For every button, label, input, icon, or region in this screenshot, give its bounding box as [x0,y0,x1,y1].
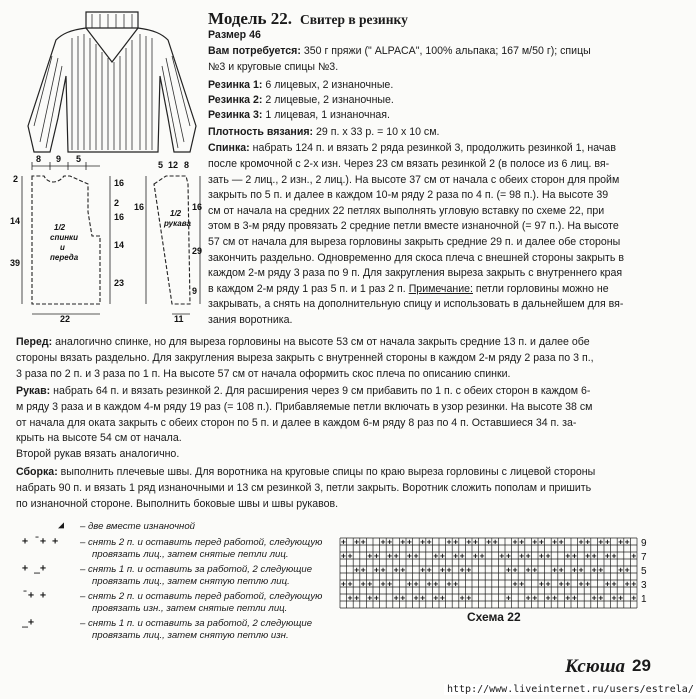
chart-stitch: + [466,537,472,547]
chart-stitch: + [407,579,412,589]
chart-stitch: + [605,579,610,589]
chart-stitch: + [539,579,544,589]
body-label-3: и [60,243,65,252]
chart-stitch: + [565,593,571,603]
assembly-body [16,481,591,512]
chart-stitch: + [605,551,610,561]
density-label: Плотность вязания: [208,126,314,138]
legend-symbol-1: ◢ [58,520,65,531]
schematic-right-2: 2 [114,198,120,208]
chart-stitch: + [512,579,518,589]
chart-stitch: + [459,593,465,603]
chart-stitch: + [486,537,492,547]
chart-stitch: + [347,551,353,561]
chart-stitch: + [360,579,366,589]
chart-stitch: + [360,537,366,547]
sleeve-label: Рукав: [16,385,51,397]
front-line: стороны вязать раздельно. Для закругления выреза закрыть с внутренней стороны в каждом 2-м ряду 2 раза по 3 п., [16,352,594,364]
stitch-chart [338,536,658,610]
rib-1 [208,78,393,94]
rib-2 [208,93,394,109]
chart-stitch: + [611,593,617,603]
assembly-line: по изнаночной стороне. Выполнить боковые швы и швы рукавов. [16,497,339,510]
sleeve-label-1: 1/2 [170,209,182,218]
rib-2-text: 2 лицевые, 2 изнаночные. [265,94,394,106]
front-label: Перед: [16,336,53,348]
chart-stitch: + [525,565,531,575]
chart-stitch: + [578,565,584,575]
chart-stitch: + [420,593,426,603]
chart-stitch: + [440,551,445,561]
chart-stitch: + [367,579,373,589]
chart-stitch: + [360,565,366,575]
assembly-label: Сборка: [16,466,58,478]
chart-stitch: + [506,565,511,575]
back-line: закончить раздельно. Одновременно для скоса плеча с внешней стороны закрыть в [208,251,624,264]
sweater-illustration [22,6,202,156]
chart-stitch: + [400,537,406,547]
chart-stitch: + [367,593,373,603]
chart-stitch: + [446,565,452,575]
chart-stitch: + [413,593,419,603]
chart-stitch: + [393,565,399,575]
front-line: 3 раза по 2 п. и 3 раза по 1 п. На высоте 57 см от начала оформить скос плеча по описанию спинки. [16,367,511,380]
chart-stitch: + [446,579,452,589]
schematic-bottom: 22 [60,314,71,322]
front-first-line [16,335,590,351]
sleeve-first: набрать 64 п. и вязать резинкой 2. Для расширения через 9 см прибавить по 1 п. с обеих сторон в каждом 6- [53,385,591,397]
chart-stitch: + [519,551,525,561]
chart-stitch: + [545,551,551,561]
legend-text-1: – две вместе изнаночной [80,521,196,532]
chart-stitch: + [440,593,445,603]
chart-stitch: + [506,593,511,603]
chart-stitch: + [354,565,360,575]
chart-stitch: + [426,537,432,547]
chart-stitch: + [572,593,577,603]
chart-stitch: + [519,579,525,589]
chart-stitch: + [532,593,538,603]
chart-stitch: + [578,537,584,547]
chart-stitch: + [624,579,630,589]
chart-stitch: + [466,593,472,603]
chart-stitch: + [466,565,472,575]
legend-text-3b: провязать лиц., затем снятую петлю лиц. [92,576,290,587]
note-label: Примечание: [408,282,473,295]
legend-text-4: – снять 2 п. и оставить перед работой, следующую [80,591,323,602]
chart-label: Схема 22 [467,610,521,624]
sleeve-right-2: 29 [192,246,203,256]
back-line: после кромочной с 2-х изн. Через 23 см вязать резинкой 2 (в полосе из 6 лиц. вя- [208,158,610,170]
chart-stitch: + [341,551,346,561]
rib-3-label: Резинка 3: [208,109,263,121]
chart-stitch: + [387,579,393,589]
chart-stitch: + [354,537,360,547]
chart-stitch: + [420,565,426,575]
chart-stitch: + [380,565,386,575]
page-number: 29 [632,656,651,675]
chart-stitch: + [459,565,465,575]
chart-stitch: + [407,537,412,547]
pattern-schematic [6,154,204,322]
schematic-top-2: 9 [56,154,62,164]
chart-stitch: + [525,593,531,603]
chart-stitch: + [572,551,577,561]
assembly-first-line [16,465,595,481]
sleeve-bottom: 11 [174,314,184,322]
back-line: закрыть по 5 п. и далее в каждом 10-м ряду 2 раза по 4 п. (= 98 п.). На высоте 39 [208,189,609,202]
rib-3 [208,108,390,124]
back-body [208,157,624,329]
chart-stitch: + [565,551,571,561]
sleeve-top-1: 5 [158,160,164,170]
note-text: петли горловины можно не [475,282,609,295]
chart-stitch: + [578,579,584,589]
schematic-top-1: 8 [36,154,42,164]
chart-stitch: + [400,565,406,575]
chart-stitch: + [440,565,445,575]
chart-stitch: + [585,551,591,561]
chart-stitch: + [479,551,485,561]
chart-stitch: + [426,579,432,589]
back-line: каждом 2-м ряду 3 раза по 9 п. Для закругления выреза закрыть с внутреннего края [208,267,623,280]
chart-stitch: + [506,551,511,561]
chart-stitch: + [598,593,604,603]
schematic-right-4: 14 [114,240,125,250]
chart-stitch: + [433,593,439,603]
density [208,125,439,141]
chart-stitch: + [341,579,346,589]
chart-stitch: + [512,565,518,575]
legend-symbol-2: + ¯+ + [22,536,59,547]
materials-text-1: 350 г пряжи (" ALPACA", 100% альпака; 167 м/50 г); спицы [303,45,591,57]
legend-text-2: – снять 2 п. и оставить перед работой, следующую [80,537,323,548]
chart-stitch: + [341,537,346,547]
chart-stitch: + [453,551,459,561]
chart-stitch: + [453,579,459,589]
back-line: этом в 3-м ряду провязать 2 средние петли вместе изнаночной (= 97 п.). На высоте [208,220,619,233]
chart-stitch: + [347,593,353,603]
chart-stitch: + [598,565,604,575]
schematic-right-3: 16 [114,212,125,222]
chart-stitch: + [433,579,439,589]
chart-stitch: + [552,593,558,603]
chart-stitch: + [532,565,538,575]
materials-line-1 [208,44,591,60]
sleeve-body [16,400,592,462]
schematic-left-1: 2 [13,174,19,184]
chart-row-9: 9 [641,538,647,549]
chart-stitch: + [591,565,597,575]
chart-stitch: + [545,579,551,589]
back-line: зать — 2 лиц., 2 изн., 2 лиц.). На высоте 37 см от начала с обеих сторон для пройм [208,173,620,186]
chart-stitch: + [565,579,571,589]
sleeve-left-1: 16 [134,202,145,212]
chart-stitch: + [499,551,505,561]
back-line-last: в каждом 2-м ряду 1 раз 5 п. и 1 раз 2 п. [208,282,406,295]
chart-stitch: + [585,579,591,589]
legend-symbol-4: ¯+ + [22,590,47,601]
chart-stitch: + [393,551,399,561]
chart-row-1: 1 [641,594,647,605]
body-label-1: 1/2 [54,223,66,232]
back-first: набрать 124 п. и вязать 2 ряда резинкой 3, продолжить резинкой 1, начав [252,142,616,154]
chart-stitch: + [380,537,386,547]
model-number: Модель 22. [208,9,293,28]
model-subtitle: Свитер в резинку [300,12,408,27]
front-body [16,351,594,382]
sleeve-line: крыть на высоте 54 см от начала. [16,432,182,445]
chart-stitch: + [605,537,610,547]
sleeve-line: от начала для оката закрыть с обеих сторон по 5 п. и далее в каждом 6-м ряду 8 раз по 4 п. Оставшиеся 34 п. за- [16,416,577,429]
chart-stitch: + [519,537,525,547]
chart-stitch: + [354,593,360,603]
chart-stitch: + [459,551,465,561]
rib-1-label: Резинка 1: [208,79,263,91]
legend-text-4b: провязать изн., затем снятые петли лиц. [92,603,288,614]
chart-stitch: + [347,579,353,589]
rib-3-text: 1 лицевая, 1 изнаночная. [265,109,390,121]
materials-text-2: №3 и круговые спицы №3. [208,61,339,73]
chart-stitch: + [539,551,544,561]
schematic-right-5: 23 [114,278,125,288]
chart-stitch: + [420,537,426,547]
chart-stitch: + [618,537,624,547]
chart-stitch: + [631,593,637,603]
chart-stitch: + [552,537,558,547]
materials-label: Вам потребуется: [208,45,301,57]
legend-text-3: – снять 1 п. и оставить за работой, 2 следующие [80,564,313,575]
front-first: аналогично спинке, но для выреза горловины на высоте 53 см от начала закрыть средние 13 п. и далее обе [55,336,590,348]
schematic-top-3: 5 [76,154,82,164]
chart-stitch: + [387,551,393,561]
chart-stitch: + [492,537,498,547]
chart-stitch: + [532,537,538,547]
chart-stitch: + [591,593,597,603]
rib-1-text: 6 лицевых, 2 изнаночные. [265,79,394,91]
rib-2-label: Резинка 2: [208,94,263,106]
chart-stitch: + [611,579,617,589]
chart-stitch: + [624,537,630,547]
body-label-4: переда [50,253,79,262]
chart-stitch: + [631,579,637,589]
chart-stitch: + [407,551,412,561]
assembly-line: набрать 90 п. и вязать 1 ряд изнаночными и 13 см резинкой 3, петли закрыть. Воротник сложить пополам и пришить [16,482,592,494]
back-label: Спинка: [208,142,250,154]
chart-stitch: + [631,551,637,561]
chart-stitch: + [572,565,577,575]
stitch-legend [10,520,340,640]
chart-stitch: + [393,593,399,603]
back-first-line [208,141,616,157]
sleeve-right-3: 9 [192,286,198,296]
size-line: Размер 46 [208,29,261,41]
chart-stitch: + [413,551,419,561]
chart-stitch: + [558,565,564,575]
chart-stitch: + [591,551,597,561]
model-title [208,9,408,29]
sleeve-top-2: 12 [168,160,179,170]
chart-stitch: + [552,565,558,575]
schematic-right-1: 16 [114,178,125,188]
chart-stitch: + [400,593,406,603]
chart-stitch: + [453,537,459,547]
back-note-line: зания воротника. [208,313,293,326]
chart-stitch: + [558,579,564,589]
chart-stitch: + [387,537,393,547]
back-line: см от начала на средних 22 петлях выполнять угловую вставку по схеме 22, при [208,204,605,217]
sleeve-label-2: рукава [164,219,191,228]
legend-symbol-5: _+ [22,617,35,628]
chart-stitch: + [618,565,624,575]
back-line: 57 см от начала для выреза горловины закрыть средние 29 п. и далее обе стороны [208,235,621,248]
sleeve-line: м ряду 3 раза и в каждом 4-м ряду 19 раз (= 108 п.). Прибавляемые петли включать в узор резинки. На высоте 38 см [16,401,593,413]
assembly-first: выполнить плечевые швы. Для воротника на круговые спицы по краю выреза горловины с лицевой стороны [60,466,596,478]
chart-stitch: + [374,551,379,561]
chart-row-5: 5 [641,566,647,577]
source-url: http://www.liveinternet.ru/users/estrela/ [444,684,696,695]
chart-stitch: + [611,551,617,561]
body-label-2: спинки [50,233,78,242]
chart-stitch: + [598,537,604,547]
chart-stitch: + [413,579,419,589]
legend-text-5: – снять 1 п. и оставить за работой, 2 следующие [80,618,313,629]
chart-row-7: 7 [641,552,647,563]
chart-stitch: + [624,565,630,575]
legend-symbol-3: + _+ [22,563,47,574]
chart-stitch: + [585,537,591,547]
chart-stitch: + [426,565,432,575]
chart-stitch: + [539,537,544,547]
back-line-note [208,282,624,298]
chart-stitch: + [374,593,379,603]
chart-stitch: + [433,551,439,561]
chart-stitch: + [367,551,373,561]
magazine-brand: Ксюша [565,656,626,677]
sleeve-top-3: 8 [184,160,190,170]
schematic-left-3: 39 [10,258,21,268]
chart-stitch: + [512,537,518,547]
sleeve-right-1: 16 [192,202,203,212]
legend-text-2b: провязать лиц., затем снятые петли лиц. [92,549,289,560]
chart-stitch: + [525,551,531,561]
sleeve-line: Второй рукав вязать аналогично. [16,447,180,460]
chart-stitch: + [473,551,478,561]
schematic-left-2: 14 [10,216,21,226]
chart-row-3: 3 [641,580,647,591]
density-text: 29 п. х 33 р. = 10 х 10 см. [316,126,440,138]
chart-stitch: + [558,537,564,547]
chart-stitch: + [473,537,478,547]
chart-stitch: + [380,579,386,589]
sleeve-first-line [16,384,590,400]
chart-stitch: + [446,537,452,547]
back-note-line: закрывать, а снять на дополнительную спицу и использовать в дальнейшем для вя- [208,298,624,311]
chart-stitch: + [618,593,624,603]
chart-stitch: + [545,593,551,603]
chart-stitch: + [374,565,379,575]
legend-text-5b: провязать лиц., затем снятую петлю изн. [92,630,289,641]
